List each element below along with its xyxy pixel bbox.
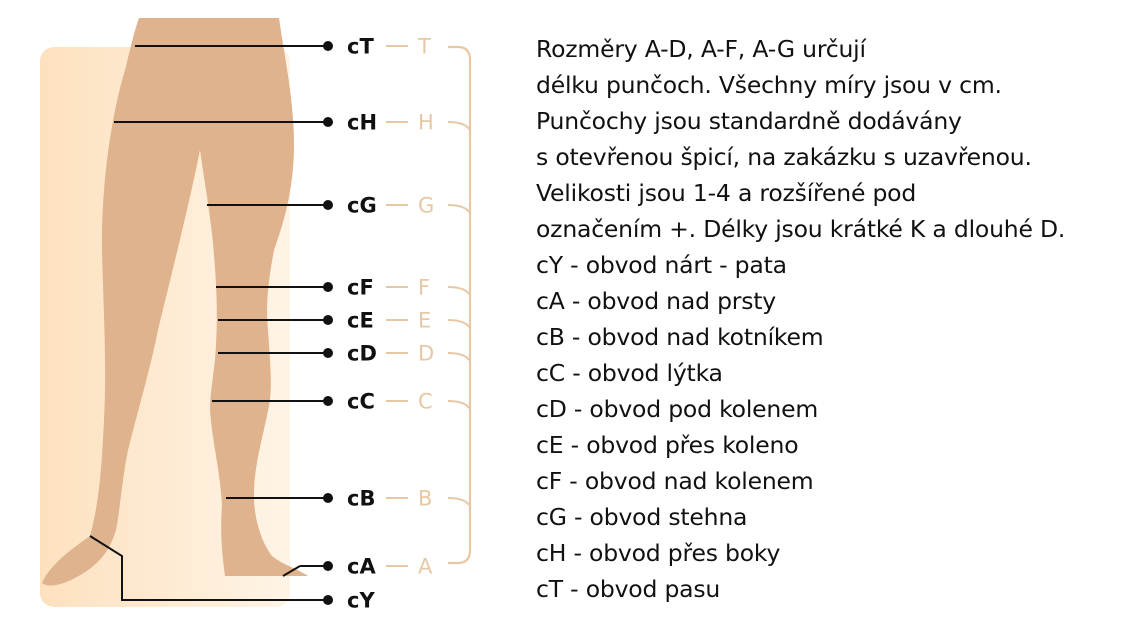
marker-dot-ce [323, 315, 333, 325]
description-line: cB - obvod nad kotníkem [536, 323, 824, 351]
marker-dot-cb [323, 493, 333, 503]
marker-dot-cf [323, 282, 333, 292]
marker-dot-ca [323, 561, 333, 571]
description-line: cE - obvod přes koleno [536, 431, 799, 459]
code-label-ch: cH [347, 110, 378, 135]
description-line: cF - obvod nad kolenem [536, 467, 814, 495]
marker-dot-ch [323, 117, 333, 127]
bracket-tick-cg [448, 205, 470, 213]
description-line: označením +. Délky jsou krátké K a dlouhé D. [536, 215, 1066, 243]
bracket-tick-cb [448, 498, 470, 506]
bracket-tick-cd [448, 353, 470, 361]
marker-dot-cd [323, 348, 333, 358]
code-label-cd: cD [347, 341, 377, 366]
description-line: Punčochy jsou standardně dodávány [536, 107, 962, 135]
code-label-cc: cC [347, 389, 375, 414]
letter-label-ce: E [418, 308, 432, 333]
length-bracket [448, 47, 470, 563]
marker-dot-cy [323, 595, 333, 605]
description-line: cD - obvod pod kolenem [536, 395, 819, 423]
letter-label-cg: G [418, 193, 435, 218]
code-label-cg: cG [347, 193, 377, 218]
description-line: cT - obvod pasu [536, 575, 721, 603]
letter-label-ch: H [418, 110, 434, 135]
description-line: cC - obvod lýtka [536, 359, 723, 387]
description-line: cG - obvod stehna [536, 503, 748, 531]
bracket-tick-cc [448, 401, 470, 409]
bracket-tick-cf [448, 287, 470, 295]
marker-dot-cg [323, 200, 333, 210]
description-line: Velikosti jsou 1-4 a rozšířené pod [536, 179, 917, 207]
description-line: s otevřenou špicí, na zakázku s uzavřenou. [536, 143, 1032, 171]
description-text [536, 31, 1116, 607]
marker-dot-ct [323, 41, 333, 51]
letter-label-cd: D [418, 341, 435, 366]
code-label-ce: cE [347, 308, 374, 333]
code-label-cf: cF [347, 275, 374, 300]
bracket-tick-ch [448, 122, 470, 130]
letter-label-cb: B [418, 486, 433, 511]
description-line: cA - obvod nad prsty [536, 287, 777, 315]
description-line: délku punčoch. Všechny míry jsou v cm. [536, 71, 1002, 99]
code-label-ca: cA [347, 554, 376, 579]
code-label-ct: cT [347, 34, 374, 59]
letter-label-cc: C [418, 389, 433, 414]
bracket-tick-ce [448, 320, 470, 328]
letter-label-ca: A [418, 554, 433, 579]
letter-label-cf: F [418, 275, 431, 300]
description-line: Rozměry A-D, A-F, A-G určují [536, 35, 866, 63]
description-line: cH - obvod přes boky [536, 539, 781, 567]
description-line: cY - obvod nárt - pata [536, 251, 787, 279]
code-label-cy: cY [347, 588, 375, 613]
code-label-cb: cB [347, 486, 376, 511]
marker-dot-cc [323, 396, 333, 406]
letter-label-ct: T [418, 34, 431, 59]
